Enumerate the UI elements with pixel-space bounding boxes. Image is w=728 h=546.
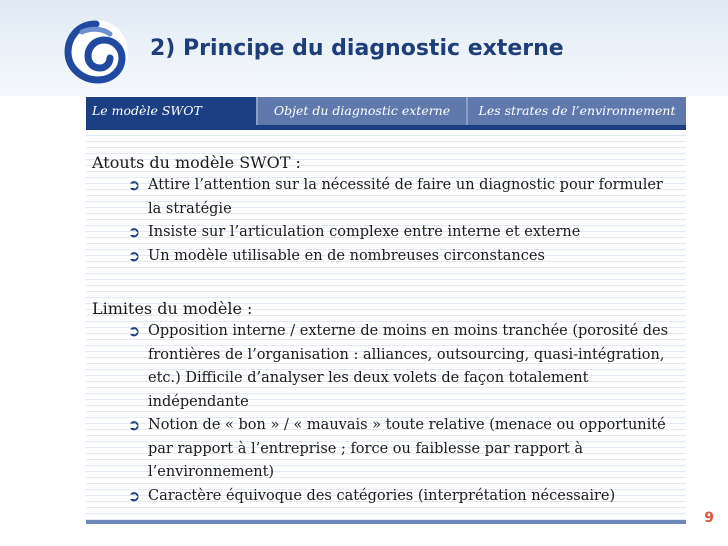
bottom-divider (86, 520, 686, 524)
page-number: 9 (704, 510, 714, 526)
arrow-right-circle-icon: ➲ (127, 176, 141, 194)
arrow-right-circle-icon: ➲ (127, 486, 141, 505)
bullet-text: Opposition interne / externe de moins en moins tranchée (porosité des frontières de l’organisation : alliances, outsourcing, quasi-intégration, etc.) Difficile d’analyser les deux volets de façon totalement indépendante (148, 323, 669, 410)
list-item (92, 245, 672, 269)
page-title: 2) Principe du diagnostic externe (150, 36, 564, 61)
bullet-text: Notion de « bon » / « mauvais » toute relative (menace ou opportunité par rapport à l’entreprise ; force ou faiblesse par rapport à l’environnement) (148, 417, 666, 480)
list-item (92, 485, 672, 509)
slide-content (92, 152, 672, 508)
arrow-right-circle-icon: ➲ (127, 223, 141, 241)
bullet-text: Attire l’attention sur la nécessité de faire un diagnostic pour formuler la stratégie (148, 177, 663, 217)
tab-environment-layers[interactable]: Les strates de l’environnement (468, 97, 686, 125)
bullet-list (92, 174, 672, 268)
swirl-logo-icon (62, 18, 130, 86)
list-item (92, 174, 672, 221)
tab-swot-model[interactable]: Le modèle SWOT (86, 97, 256, 125)
section-heading: Atouts du modèle SWOT : (92, 153, 301, 172)
arrow-right-circle-icon: ➲ (127, 416, 141, 434)
tab-external-diagnosis[interactable]: Objet du diagnostic externe (258, 97, 466, 125)
bullet-list (92, 320, 672, 508)
list-item (92, 221, 672, 245)
section-spacer (92, 268, 672, 298)
list-item (92, 320, 672, 414)
bullet-text: Caractère équivoque des catégories (interprétation nécessaire) (148, 487, 616, 504)
list-item (92, 414, 672, 485)
section-heading: Limites du modèle : (92, 299, 253, 318)
bullet-text: Insiste sur l’articulation complexe entre interne et externe (148, 224, 581, 240)
arrow-right-circle-icon: ➲ (127, 246, 141, 265)
arrow-right-circle-icon: ➲ (127, 322, 141, 340)
bullet-text: Un modèle utilisable en de nombreuses circonstances (148, 247, 545, 264)
